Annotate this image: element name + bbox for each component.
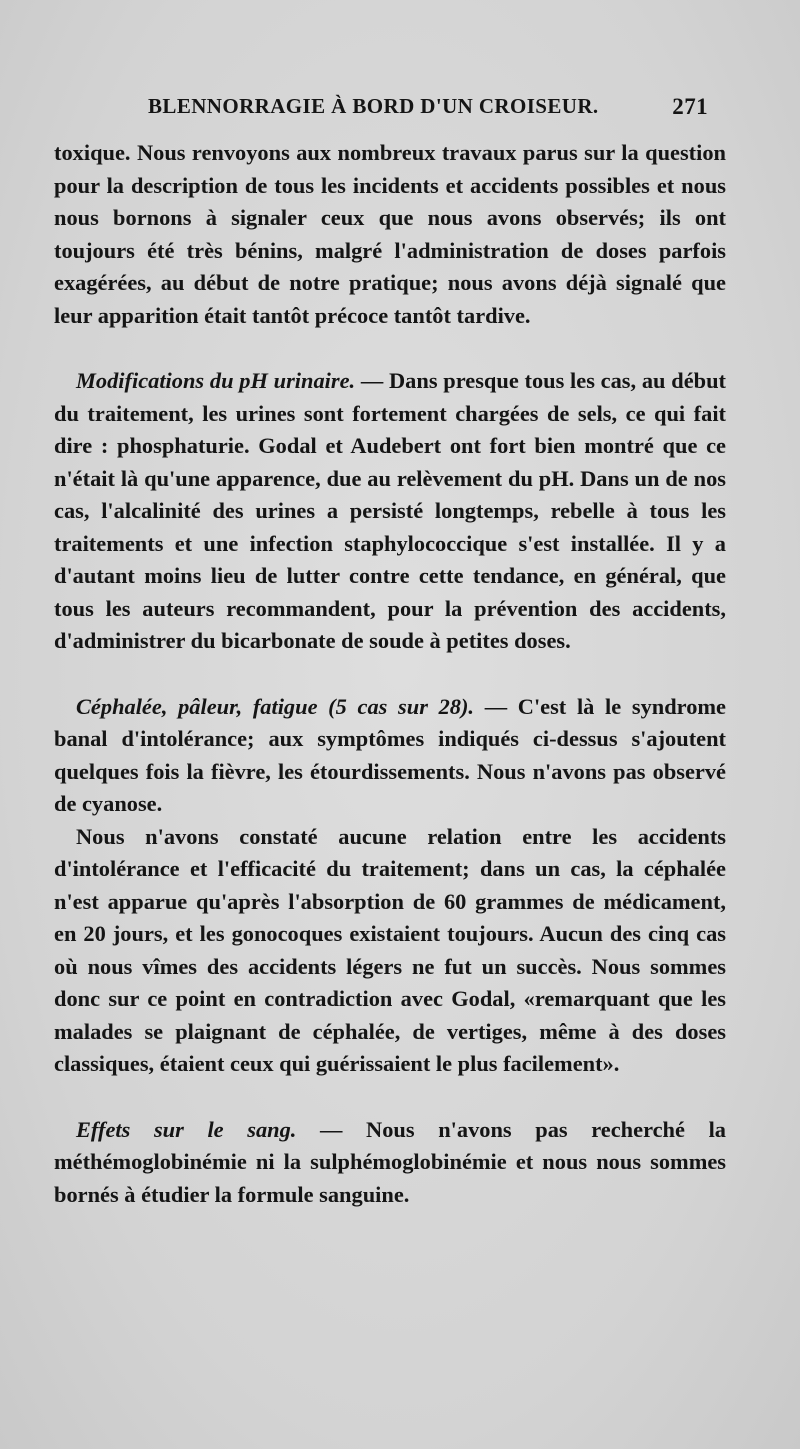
section-heading-cephalee: Céphalée, pâleur, fatigue (5 cas sur 28). bbox=[76, 693, 475, 719]
running-header bbox=[148, 94, 708, 124]
paragraph-effets-sang-text: — Nous n'avons pas recherché la méthémoglobinémie ni la sulphémoglobinémie et nous nous sommes bornés à étudier la formule sanguine. bbox=[54, 1116, 726, 1207]
section-heading-effets-sang: Effets sur le sang. bbox=[76, 1116, 297, 1142]
section-gap bbox=[54, 658, 726, 691]
page-number: 271 bbox=[672, 94, 708, 119]
paragraph-toxicity: toxique. Nous renvoyons aux nombreux travaux parus sur la question pour la description de tous les incidents et accidents possibles et nous nous bornons à signaler ceux que nous avons observés; ils ont toujours été très bénins, malgré l'administration de doses parfois exagérées, au début de notre pratique; nous avons déjà signalé que leur apparition était tantôt précoce tantôt tardive. bbox=[54, 140, 726, 328]
paragraph-ph-urinaire-text: — Dans presque tous les cas, au début du traitement, les urines sont fortement chargées de sels, ce qui fait dire : phosphaturie. Godal et Audebert ont fort bien montré que ce n'était là qu'une apparence, due au relèvement du pH. Dans un de nos cas, l'alcalinité des urines a persisté longtemps, rebelle à tous les traitements et une infection staphylococcique s'est installée. Il y a d'autant moins lieu de lutter contre cette tendance, en général, que tous les auteurs recommandent, pour la prévention des accidents, d'administrer du bicarbonate de soude à petites doses. bbox=[54, 368, 726, 653]
paragraph-cephalee bbox=[54, 691, 726, 821]
paragraph-cephalee-text: — C'est là le syndrome banal d'intolérance; aux symptômes indiqués ci-dessus s'ajoutent quelques fois la fièvre, les étourdissements. Nous n'avons pas observé de cyanose. bbox=[54, 693, 726, 816]
running-title: BLENNORRAGIE À BORD D'UN CROISEUR. bbox=[148, 94, 599, 118]
section-heading-ph-urinaire: Modifications du pH urinaire. bbox=[76, 368, 356, 393]
section-gap bbox=[54, 332, 726, 365]
body-text bbox=[54, 137, 726, 1211]
paragraph-relation-accidents: Nous n'avons constaté aucune relation entre les accidents d'intolérance et l'efficacité du traitement; dans un cas, la céphalée n'est apparue qu'après l'absorption de 60 grammes de médicament, en 20 jours, et les gonocoques existaient toujours. Aucun des cinq cas où nous vîmes des accidents légers ne fut un succès. Nous sommes donc sur ce point en contradiction avec Godal, «remarquant que les malades se plaignant de céphalée, de vertiges, même à des doses classiques, étaient ceux qui guérissaient le plus facilement». bbox=[54, 823, 726, 1076]
paragraph-effets-sang bbox=[54, 1114, 726, 1212]
paragraph-ph-urinaire bbox=[54, 365, 726, 658]
section-gap bbox=[54, 1081, 726, 1114]
